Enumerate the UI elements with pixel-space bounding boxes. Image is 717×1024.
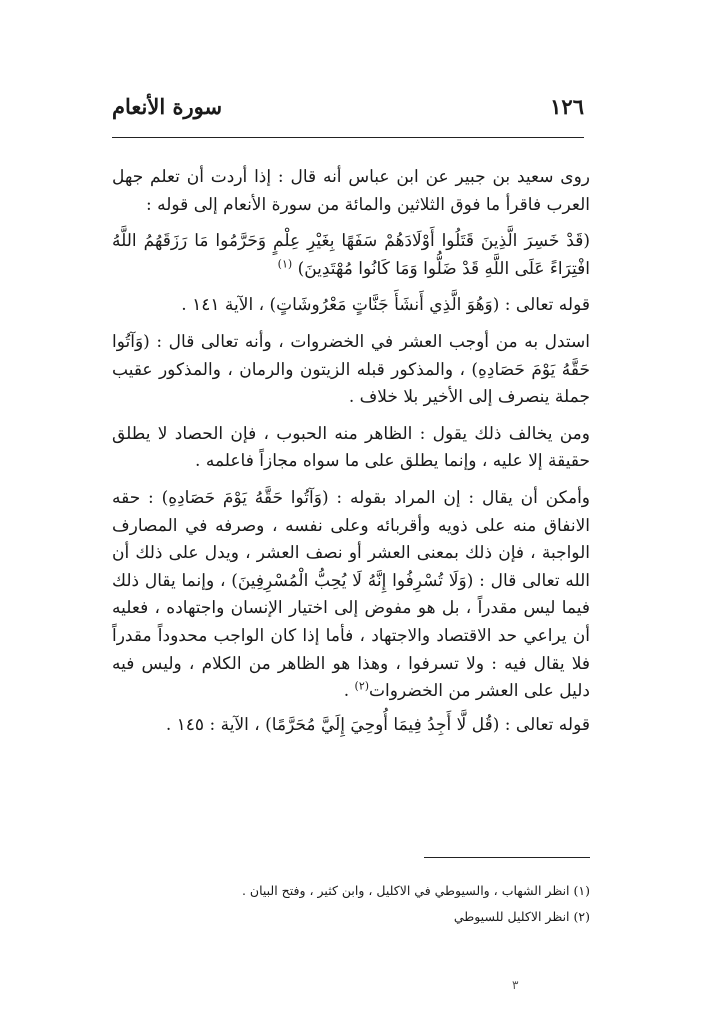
paragraph-verse-141: قوله تعالى : (وَهُوَ الَّذِي أَنشَأَ جَنَّاتٍ مَعْرُوشَاتٍ) ، الآية ١٤١ . <box>181 295 590 316</box>
paragraph-intro: روى سعيد بن جبير عن ابن عباس أنه قال : إذا أردت أن تعلم جهل العرب فاقرأ ما فوق الثلاثين والمائة من سورة الأنعام إلى قوله : <box>112 167 590 215</box>
footnote-1: (١) انظر الشهاب ، والسيوطي في الاكليل ، وابن كثير ، وفتح البيان . <box>241 883 590 898</box>
main-text <box>112 164 590 748</box>
footnote-2: (٢) انظر الاكليل للسيوطي <box>453 909 590 924</box>
printer-mark: ٣ <box>512 978 519 992</box>
paragraph-verse-145: قوله تعالى : (قُل لَّا أَجِدُ فِيمَا أُوحِيَ إِلَيَّ مُحَرَّمًا) ، الآية : ١٤٥ . <box>165 714 590 735</box>
page-header <box>112 90 584 134</box>
footnote-ref-1: (١) <box>277 257 293 271</box>
page-number: ١٢٦ <box>550 94 584 119</box>
paragraph-interpretation: وأمكن أن يقال : إن المراد بقوله : (وَآتُوا حَقَّهُ يَوْمَ حَصَادِهِ) : حقه الانفاق منه على ذويه وأقربائه وعلى نفسه ، وصرفه في المصارف الواجبة ، فإن ذلك بمعنى العشر أو نصف العشر ، ويدل على ذلك أن الله تعالى قال : (وَلَا تُسْرِفُوا إِنَّهُ لَا يُحِبُّ الْمُسْرِفِينَ) ، وإنما يقال ذلك فيما ليس مقدراً ، بل هو مفوض إلى اختيار الإنسان واجتهاده ، فعليه أن يراعي حد الاقتصاد والاجتهاد ، فأما إذا كان الواجب محدوداً مقدراً فلا يقال فيه : ولا تسرفوا ، وهذا هو الظاهر من الكلام ، وليس فيه دليل على العشر من الخضروات$^{(٢)}$ . <box>112 487 590 702</box>
footnote-ref-2: (٢) <box>354 679 370 693</box>
footnotes <box>112 878 590 930</box>
paragraph-quran-quote: (قَدْ خَسِرَ الَّذِينَ قَتَلُوا أَوْلَادَهُمْ سَفَهًا بِغَيْرِ عِلْمٍ وَحَرَّمُوا مَا رَزَقَهُمُ اللَّهُ افْتِرَاءً عَلَى اللَّهِ قَدْ ضَلُّوا وَمَا كَانُوا مُهْتَدِينَ) $^{(١)}$ <box>112 231 590 279</box>
surah-title: سورة الأنعام <box>112 94 223 119</box>
paragraph-counter-argument: ومن يخالف ذلك يقول : الظاهر منه الحبوب ، فإن الحصاد لا يطلق حقيقة إلا عليه ، وإنما يطلق على ما سواه مجازاً فاعلمه . <box>112 423 590 472</box>
footnote-divider <box>424 857 590 858</box>
header-divider <box>112 137 584 138</box>
paragraph-tithe-argument: استدل به من أوجب العشر في الخضروات ، وأنه تعالى قال : (وَآتُوا حَقَّهُ يَوْمَ حَصَادِهِ) ، والمذكور قبله الزيتون والرمان ، والمذكور عقيب جملة ينصرف إلى الأخير بلا خلاف . <box>112 331 590 408</box>
